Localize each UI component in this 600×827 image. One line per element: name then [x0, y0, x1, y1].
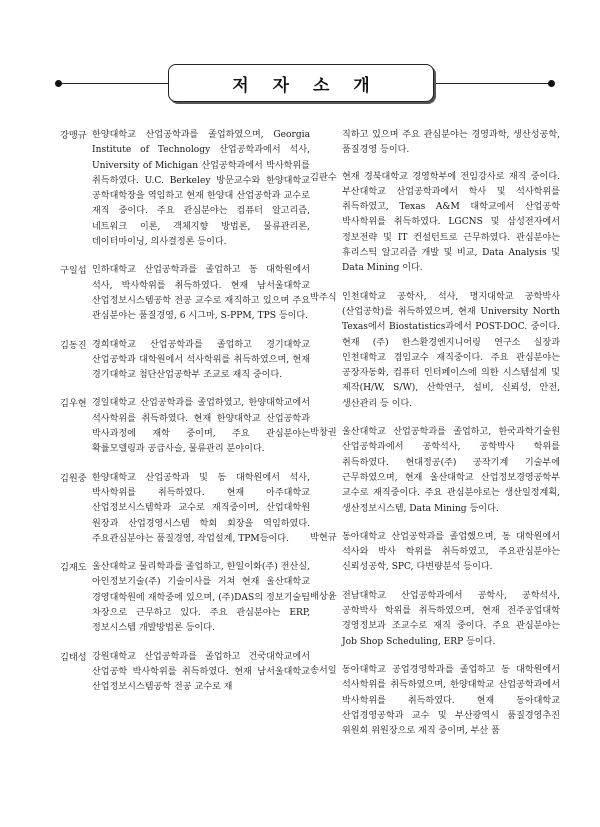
author-entry	[60, 560, 310, 636]
author-name: 김원중	[60, 472, 87, 484]
author-name: 김우현	[60, 398, 87, 410]
author-entry	[60, 471, 310, 547]
author-name	[310, 128, 342, 159]
author-name: 구일섭	[60, 265, 87, 277]
author-entry	[60, 128, 310, 250]
author-bio: 울산대학교 산업공학과를 졸업하고, 한국과학기술원 산업공학과에서 공학석사, 공학박사 학위를 취득하였다. 현대정공(주) 공작기계 기술부에 근무하였으며, 현재 울산대학교 산업정보경영공학부 교수로 재직중이다. 주요 관심분야로는 생산일정계획, 생산정보시스템, Data Mining 등이다.	[342, 427, 560, 514]
author-bio: 경일대학교 산업공학과를 졸업하였고, 한양대학교에서 석사학위를 취득하였다. 현재 한양대학교 산업공학과 박사과정에 재학 중이며, 주요 관심분야는 확률모델링과 공급사슬, 물류관리 분야이다.	[92, 398, 310, 455]
author-bio: 강원대학교 산업공학과를 졸업하고 건국대학교에서 산업공학 박사학위를 취득하였다. 현재 남서울대학교 산업정보시스템공학 전공 교수로 재	[92, 651, 310, 693]
author-entry	[310, 290, 560, 412]
author-name: 박창권	[310, 427, 337, 439]
author-entry	[60, 650, 310, 696]
author-bio: 동아대학교 공업경영학과를 졸업하고 동 대학원에서 석사학위를 취득하였으며, 한양대학교 산업공학과에서 박사학위를 취득하였다. 현재 동아대학교 산업경영공학과 교수 및 부산광역시 품질경영추진 위원회 위원장으로 재직 중이며, 부산 품	[342, 664, 560, 737]
header-rule-right-dot	[548, 80, 555, 87]
author-name: 김재도	[60, 562, 87, 574]
author-bio: 인하대학교 산업공학과를 졸업하고 동 대학원에서 석사, 박사학위를 취득하였다. 현재 남서울대학교 산업정보시스템공학 전공 교수로 재직하고 있으며 주요 관심분야는 품질경영, 6 시그마, S-PPM, TPS 등이다.	[92, 265, 310, 322]
author-bio: 울산대학교 물리학과를 졸업하고, 한일이화(주) 전산실, 아인정보기술(주) 기술이사를 거쳐 현재 울산대학교 경영대학원에 재학중에 있으며, (주)DAS의 정보기술팀 차장으로 근무하고 있다. 주요 관심분야는 ERP, 정보시스템 개발방법론 등이다.	[92, 562, 310, 634]
author-name: 김동진	[60, 339, 87, 351]
author-bio: 전남대학교 산업공학과에서 공학사, 공학석사, 공학박사 학위를 취득하였으며, 현재 전주공업대학 경영정보과 조교수로 재직 중이다. 주요 관심분야는 Job Shop Scheduling, ERP 등이다.	[342, 590, 560, 647]
author-entry	[60, 396, 310, 457]
title-box	[168, 64, 434, 102]
author-entry	[310, 128, 560, 159]
author-bio: 직하고 있으며 주요 관심분야는 경영과학, 생산성공학, 품질경영 등이다.	[342, 130, 560, 156]
author-name: 김판수	[310, 171, 337, 183]
author-name: 배상윤	[310, 590, 337, 602]
author-entry	[60, 263, 310, 324]
author-entry	[310, 530, 560, 576]
page-title: 저 자 소 개	[232, 75, 379, 96]
author-bio: 인천대학교 공학사, 석사, 명지대학교 공학박사(산업공학)를 취득하였으며, 현재 University North Texas에서 Biostatistics과에서 POST-DOC. 중이다. 현재 (주) 한스환경엔지니어링 연구소 실장과 인천대학교 겸임교수 재직중이다. 주요 관심분야는 공장자동화, 컴퓨터 인터페이스에 의한 시스템설계 및 제작(H/W, S/W), 산학연구, 설비, 신뢰성, 안전, 생산관리 등 이다.	[342, 291, 560, 409]
author-name: 박현규	[310, 531, 337, 543]
author-entry	[310, 425, 560, 517]
author-bio: 동아대학교 산업공학과를 졸업했으며, 동 대학원에서 석사와 박사 학위를 취득하였고, 주요관심분야는 신뢰성공학, SPC, 다변량분석 등이다.	[342, 531, 560, 573]
author-bio: 한양대학교 산업공학과 및 동 대학원에서 석사, 박사학위를 취득하였다. 현재 아주대학교 산업정보시스템학과 교수로 재직중이며, 산업대학원 원장과 산업경영시스템 학회 회장을 역임하였다. 주요관심분야는 품질경영, 작업설계, TPM등이다.	[92, 472, 310, 544]
author-entry	[60, 338, 310, 384]
author-bio: 현재 경북대학교 경영학부에 전임강사로 재직 중이다. 부산대학교 산업공학과에서 학사 및 석사학위를 취득하였고, Texas A&M 대학교에서 산업공학 박사학위를 취득하였다. LGCNS 및 삼성전자에서 정보전략 및 IT 컨설턴트로 근무하였다. 관심분야는 휴리스틱 알고리즘 개발 및 비교, Data Analysis 및 Data Mining 이다.	[342, 171, 560, 274]
header-rule-left-dot	[55, 80, 62, 87]
author-bio: 경희대학교 산업공학과를 졸업하고 경기대학교 산업공학과 대학원에서 석사학위를 취득하였으며, 현재 경기대학교 첨단산업공학부 조교로 재직 중이다.	[92, 339, 310, 381]
author-name: 김태성	[60, 651, 87, 663]
author-name: 박주식	[310, 291, 337, 303]
right-column	[310, 128, 560, 739]
author-entry	[310, 663, 560, 739]
author-entry	[310, 170, 560, 277]
author-entry	[310, 589, 560, 650]
author-name: 송서일	[310, 664, 337, 676]
author-name: 강맹규	[60, 130, 87, 141]
author-bio: 한양대학교 산업공학과를 졸업하였으며, Georgia Institute of Technology 산업공학과에서 석사, University of Michigan 산업공학과에서 박사학위를 취득하였다. U.C. Berkeley 방문교수와 한양대학교 공학대학장을 역임하고 현재 한양대 산업공학과 교수로 재직 중이다. 주요 관심분야는 컴퓨터 알고리즘, 네트워크 이론, 객체지향 방법론, 물류관리론, 데이터마이닝, 의사결정론 등이다.	[92, 130, 310, 248]
left-column	[60, 128, 310, 696]
